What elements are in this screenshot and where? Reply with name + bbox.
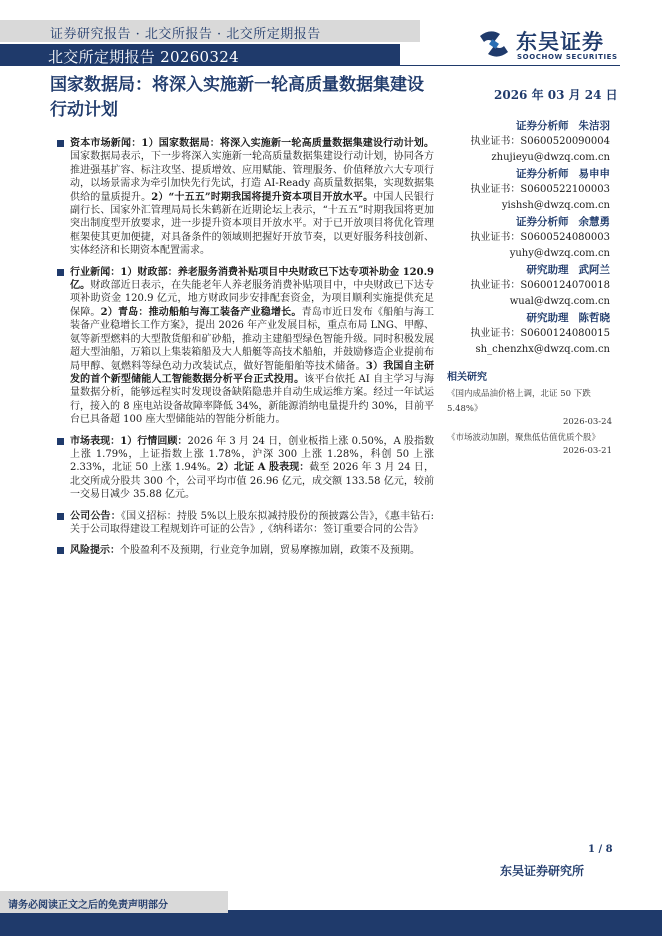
related-item-date: 2026-03-21 <box>562 446 612 456</box>
analyst-role-line <box>450 118 610 134</box>
square-bullet-icon <box>57 547 64 554</box>
section-label: 行业新闻： <box>70 266 121 278</box>
analyst-card <box>450 310 610 358</box>
analyst-cert: 执业证书：S0600124070018 <box>470 280 610 291</box>
brand-name-cn: 东吴证券 <box>516 30 604 54</box>
section-text: 该平台依托 AI 自主学习与海量数据分析，能够远程实时发现设备缺陷隐患并自动生成运维方案。经过一年试运行，接入的 8 座电站设备故障率降低 34%，新能源消纳电量提升约 30%，目前平台已具备超 100 座大型储能站的智能分析能力。 <box>70 373 435 426</box>
section-text: 中国人民银行副行长、国家外汇管理局局长朱鹤新在近期论坛上表示，“十五五”时期我国将更加突出制度型开放要求，进一步提升资本项目开放水平。对于已开放项目将优化管理框架使其更加便捷，对具备条件的领域则把握好开放节奏，以更好服务科技创新、实体经济和长期资本配置需求。 <box>70 191 435 257</box>
analyst-role: 证券分析师 <box>516 216 569 228</box>
section-highlight: 2）青岛：推动船舶与海工装备产业稳增长。 <box>100 306 302 318</box>
section-text: 财政部近日表示，在失能老年人养老服务消费补贴项目中，中央财政已下达专项补助资金 120.9 亿元，地方财政同步安排配套资金，为项目顺利实施提供充足保障。 <box>70 280 435 318</box>
analyst-email[interactable]: yuhy@dwzq.com.cn <box>509 248 610 259</box>
section-text: 2026 年 3 月 24 日，创业板指上涨 0.50%，A 股指数上涨 1.79%，上证指数上涨 1.78%，沪深 300 上涨 1.28%，科创 50 上涨 2.33%，北证 50 上涨 1.94%。 <box>70 435 435 474</box>
analyst-role: 研究助理 <box>526 264 569 276</box>
section-label: 公司公告： <box>70 510 121 522</box>
header-series-band <box>0 20 420 42</box>
section-label: 资本市场新闻： <box>70 138 142 149</box>
section-text: 青岛市近日发布《船舶与海工装备产业稳增长工作方案》，提出 2026 年产业发展目标，重点布局 LNG、甲醇、氨等新型燃料的大型散货船和矿砂船，推动主建船型绿色智能升级。同时积极发展超大型油船，万箱以上集装箱船及大人船艇等高技术船舶，并鼓励修造企业提前布局甲醇、氨燃料等绿色动力改装试点，做好智能船舶等技术储备。 <box>70 306 435 372</box>
related-item-link[interactable]: 《市场波动加剧，聚焦低估值优质个股》 <box>447 433 601 443</box>
footer-institute: 东吴证券研究所 <box>500 864 585 878</box>
main-body <box>56 137 434 566</box>
section-text: 《国义招标：持股 5%以上股东拟减持股份的预披露公告》，《惠丰钻石:关于公司取得建设工程规划许可证的公告》,《纳科诺尔：签订重要合同的公告》 <box>70 510 434 535</box>
related-item-link[interactable]: 《国内成品油价格上调，北证 50 下跌 5.48%》 <box>447 389 591 414</box>
section-paragraph <box>56 137 434 258</box>
section-highlight: 2）“十五五”时期我国将提升资本项目开放水平。 <box>151 191 374 203</box>
header-report-band <box>0 44 400 66</box>
section-label: 风险提示： <box>70 545 120 557</box>
square-bullet-icon <box>57 269 64 276</box>
analyst-role: 研究助理 <box>526 312 569 324</box>
analyst-email[interactable]: zhujieyu@dwzq.com.cn <box>491 152 610 163</box>
report-title: 国家数据局：将深入实施新一轮高质量数据集建设行动计划 <box>50 75 424 120</box>
section-paragraph <box>56 266 434 427</box>
analyst-email[interactable]: yishsh@dwzq.com.cn <box>501 200 610 211</box>
analyst-role-line <box>450 214 610 230</box>
analyst-cert: 执业证书：S0600520090004 <box>470 136 610 147</box>
related-items <box>447 387 612 456</box>
header-series: 证券研究报告 · 北交所报告 · 北交所定期报告 <box>50 27 321 42</box>
report-date: 2026 年 03 月 24 日 <box>494 88 618 102</box>
analyst-name: 武阿兰 <box>578 264 610 276</box>
footer-disclaimer-box <box>0 891 228 913</box>
related-item-date: 2026-03-24 <box>562 417 612 427</box>
analyst-card <box>450 214 610 262</box>
square-bullet-icon <box>57 140 64 147</box>
header-report-name: 北交所定期报告 20260324 <box>48 48 239 66</box>
section-text: 国家数据局表示，下一步将深入实施新一轮高质量数据集建设行动计划，协同各方推进强基扩容、标注攻坚、提质增效、应用赋能、管理服务、价值释放六大专项行动，以场景需求为牵引加快先行先试，打造 AI-Ready 高质量数据集，实现数据集供给的量质提升。 <box>70 151 434 203</box>
analyst-email[interactable]: wual@dwzq.com.cn <box>509 296 610 307</box>
related-heading: 相关研究 <box>447 372 487 383</box>
section-highlight: 3）我国自主研发的首个新型储能人工智能数据分析平台正式投用。 <box>70 360 434 385</box>
analyst-card <box>450 262 610 310</box>
analyst-role: 证券分析师 <box>516 120 569 132</box>
section-label: 市场表现： <box>70 435 121 447</box>
footer-bar <box>0 910 662 936</box>
analyst-card <box>450 166 610 214</box>
page-number: 1 / 8 <box>588 844 613 855</box>
section-paragraph <box>56 510 434 537</box>
analyst-name: 易申申 <box>578 168 610 180</box>
section-highlight: 2）北证 A 股表现： <box>216 462 310 474</box>
analyst-role-line <box>450 166 610 182</box>
soochow-logo-icon <box>476 26 512 62</box>
analyst-email[interactable]: sh_chenzhx@dwzq.com.cn <box>475 344 610 355</box>
section-highlight: 1）国家数据局：将深入实施新一轮高质量数据集建设行动计划。 <box>141 138 434 149</box>
analyst-cert: 执业证书：S0600524080003 <box>470 232 610 243</box>
related-research <box>447 368 612 460</box>
analyst-role: 证券分析师 <box>516 168 569 180</box>
footer-disclaimer: 请务必阅读正文之后的免责声明部分 <box>8 900 168 911</box>
section-text: 个股盈利不及预期，行业竞争加剧，贸易摩擦加剧，政策不及预期。 <box>120 545 420 557</box>
analyst-name: 朱洁羽 <box>578 120 610 132</box>
analyst-list <box>450 118 610 358</box>
square-bullet-icon <box>57 513 64 520</box>
analyst-cert: 执业证书：S0600522100003 <box>470 184 610 195</box>
section-highlight: 1）财政部：养老服务消费补贴项目中央财政已下达专项补助金 120.9 亿。 <box>70 266 435 292</box>
brand-logo <box>476 26 636 66</box>
section-paragraph <box>56 544 434 557</box>
section-text: 截至 2026 年 3 月 24 日，北交所成分股共 300 个，公司平均市值 26.96 亿元，成交额 133.58 亿元，较前一交易日减少 35.88 亿元。 <box>70 462 434 501</box>
analyst-cert: 执业证书：S0600124080015 <box>470 328 610 339</box>
square-bullet-icon <box>57 438 64 445</box>
analyst-name: 陈哲晓 <box>578 312 610 324</box>
analyst-name: 余慧勇 <box>578 216 610 228</box>
analyst-card <box>450 118 610 166</box>
section-highlight: 1）行情回顾： <box>120 435 188 447</box>
section-paragraph <box>56 435 434 502</box>
brand-name-en: SOOCHOW SECURITIES <box>517 53 618 61</box>
analyst-role-line <box>450 310 610 326</box>
analyst-role-line <box>450 262 610 278</box>
